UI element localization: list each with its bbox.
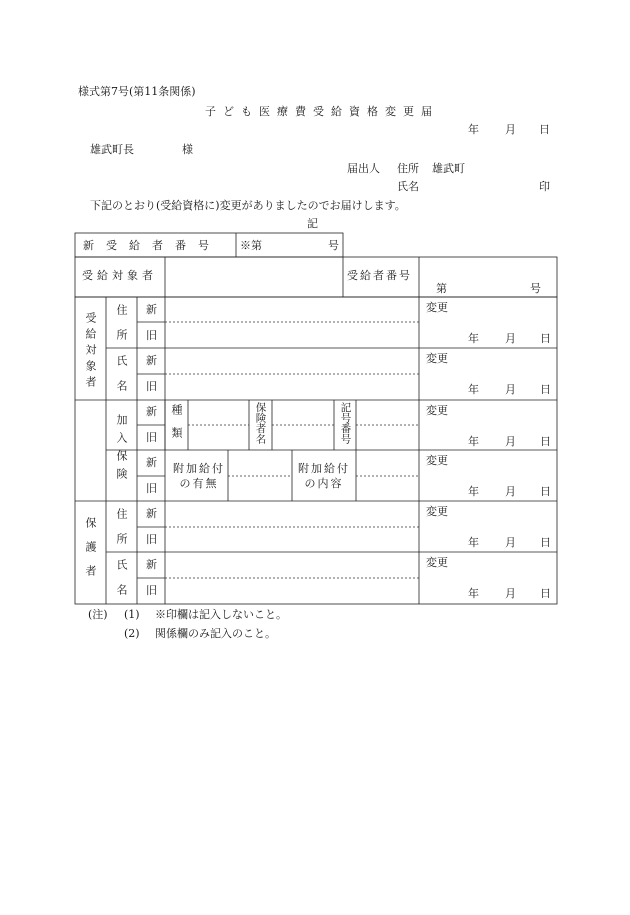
change-day: 日 bbox=[540, 536, 551, 549]
change-month: 月 bbox=[505, 587, 516, 600]
label-old: 旧 bbox=[146, 482, 157, 495]
intro-text: 下記のとおり(受給資格に)変更がありましたのでお届けします。 bbox=[90, 199, 406, 212]
symbol-number-label: 記号番号 bbox=[339, 402, 352, 444]
label-new: 新 bbox=[146, 303, 157, 316]
change-month: 月 bbox=[505, 485, 516, 498]
seal-mark: 印 bbox=[539, 180, 550, 193]
number-dai: 第 bbox=[436, 282, 447, 295]
label-new: 新 bbox=[146, 558, 157, 571]
change-year: 年 bbox=[468, 587, 479, 600]
change-label: 変更 bbox=[426, 505, 448, 518]
change-year: 年 bbox=[468, 332, 479, 345]
number-label: 受給者番号 bbox=[347, 269, 412, 282]
insurer-name-label: 保険者名 bbox=[254, 402, 267, 444]
change-day: 日 bbox=[540, 587, 551, 600]
label-new: 新 bbox=[146, 405, 157, 418]
label-old: 旧 bbox=[146, 380, 157, 393]
note-2-num: (2) bbox=[124, 627, 140, 640]
change-label: 変更 bbox=[426, 454, 448, 467]
change-month: 月 bbox=[505, 332, 516, 345]
new-number-label: 新受給者番号 bbox=[83, 239, 221, 252]
label-new: 新 bbox=[146, 456, 157, 469]
guardian-address-label: 住所 bbox=[115, 508, 128, 558]
subject-vertical-label: 受給対象者 bbox=[84, 312, 97, 392]
benefit-presence-label bbox=[170, 461, 228, 491]
form-title: 子ども医療費受給資格変更届 bbox=[205, 105, 439, 118]
change-day: 日 bbox=[540, 435, 551, 448]
note-2-text: 関係欄のみ記入のこと。 bbox=[155, 627, 276, 640]
change-month: 月 bbox=[505, 435, 516, 448]
change-label: 変更 bbox=[426, 556, 448, 569]
applicant-address-label: 住所 bbox=[397, 162, 419, 175]
benefit-content-label bbox=[295, 461, 353, 491]
change-year: 年 bbox=[468, 383, 479, 396]
benefit-presence-text: 附加給付の有無 bbox=[173, 462, 225, 490]
subject-address-label: 住所 bbox=[115, 304, 128, 354]
ki-heading: 記 bbox=[307, 217, 318, 230]
applicant-role: 届出人 bbox=[347, 162, 380, 175]
date-year: 年 bbox=[468, 123, 479, 136]
form-number: 様式第7号(第11条関係) bbox=[78, 85, 196, 98]
applicant-name-label: 氏名 bbox=[397, 180, 419, 193]
new-number-mark: ※第 bbox=[240, 239, 262, 252]
change-label: 変更 bbox=[426, 301, 448, 314]
note-label: (注) bbox=[88, 608, 108, 621]
kind-label: 種類 bbox=[170, 404, 183, 450]
change-label: 変更 bbox=[426, 352, 448, 365]
benefit-content-text: 附加給付の内容 bbox=[298, 462, 350, 490]
new-number-suffix: 号 bbox=[328, 239, 339, 252]
note-1-text: ※印欄は記入しないこと。 bbox=[155, 608, 287, 621]
change-year: 年 bbox=[468, 435, 479, 448]
note-1-num: (1) bbox=[124, 608, 140, 621]
addressee-honorific: 様 bbox=[182, 143, 193, 156]
change-day: 日 bbox=[540, 332, 551, 345]
change-month: 月 bbox=[505, 536, 516, 549]
change-day: 日 bbox=[540, 383, 551, 396]
label-old: 旧 bbox=[146, 431, 157, 444]
guardian-name-label: 氏名 bbox=[115, 559, 128, 609]
label-old: 旧 bbox=[146, 329, 157, 342]
addressee-name: 雄武町長 bbox=[90, 143, 134, 156]
label-old: 旧 bbox=[146, 584, 157, 597]
change-label: 変更 bbox=[426, 404, 448, 417]
subject-name-label: 氏名 bbox=[115, 355, 128, 405]
applicant-address-value: 雄武町 bbox=[432, 162, 465, 175]
change-day: 日 bbox=[540, 485, 551, 498]
insurance-vertical-label: 加入保険 bbox=[115, 414, 128, 486]
guardian-vertical-label: 保護者 bbox=[84, 517, 97, 589]
date-day: 日 bbox=[539, 123, 550, 136]
date-month: 月 bbox=[505, 123, 516, 136]
label-new: 新 bbox=[146, 507, 157, 520]
change-year: 年 bbox=[468, 485, 479, 498]
label-new: 新 bbox=[146, 354, 157, 367]
change-year: 年 bbox=[468, 536, 479, 549]
label-old: 旧 bbox=[146, 533, 157, 546]
number-go: 号 bbox=[530, 282, 541, 295]
change-month: 月 bbox=[505, 383, 516, 396]
subject-label: 受給対象者 bbox=[82, 269, 157, 282]
